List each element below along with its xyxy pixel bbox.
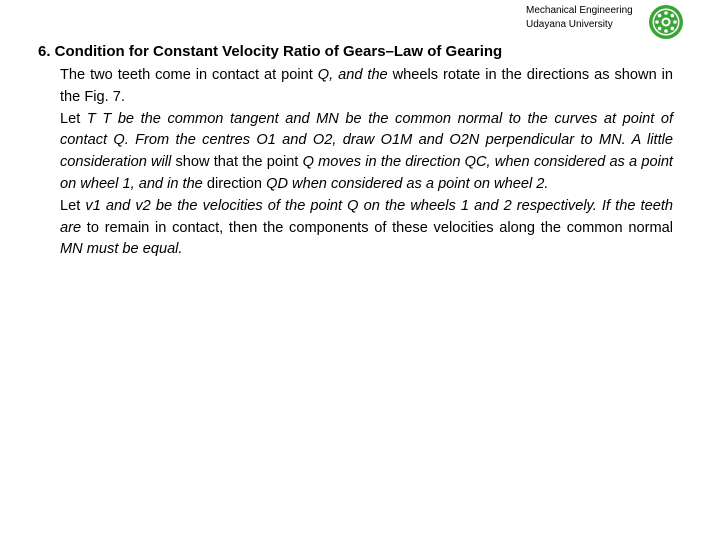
p2-text-a: Let <box>60 110 87 127</box>
slide-body <box>60 65 673 261</box>
p3-text-c: to remain in contact, then the components of these velocities along the common normal <box>81 219 673 236</box>
university-name: Udayana University <box>526 19 613 30</box>
p3-text-a: Let <box>60 197 86 214</box>
p1-text-c: wheels rotate in the directions as shown in the Fig. 7. <box>60 67 673 105</box>
p1-text-a: The two teeth come in contact at point <box>60 67 318 83</box>
slide-title: 6. Condition for Constant Velocity Ratio of Gears–Law of Gearing <box>38 43 503 60</box>
p2-text-c: show that the point <box>171 154 303 171</box>
header-institution <box>526 4 633 32</box>
department-name: Mechanical Engineering <box>526 5 633 16</box>
p3-text-d: MN must be equal. <box>60 241 183 258</box>
p2-text-b: T T be the common tangent and MN be the common normal to the curves at point of contact Q. From the centres O1 and O2, draw O1M and O2N perpendicular to MN. A little consideration will <box>60 110 673 171</box>
paragraph-contact-point <box>60 65 673 109</box>
p1-text-b: Q, and the <box>317 67 388 83</box>
paragraph-velocities <box>60 196 673 261</box>
university-seal-icon <box>648 4 684 40</box>
p3-text-b: v1 and v2 be the velocities of the point Q on the wheels 1 and 2 respectively. If the teeth are <box>60 197 674 236</box>
p2-text-d: Q moves in the direction QC, when considered as a point on wheel 1, and in the <box>60 154 673 192</box>
p2-text-e: direction <box>202 175 267 192</box>
paragraph-tangent-normal <box>60 109 673 196</box>
p2-text-f: QD when considered as a point on wheel 2. <box>266 175 549 192</box>
